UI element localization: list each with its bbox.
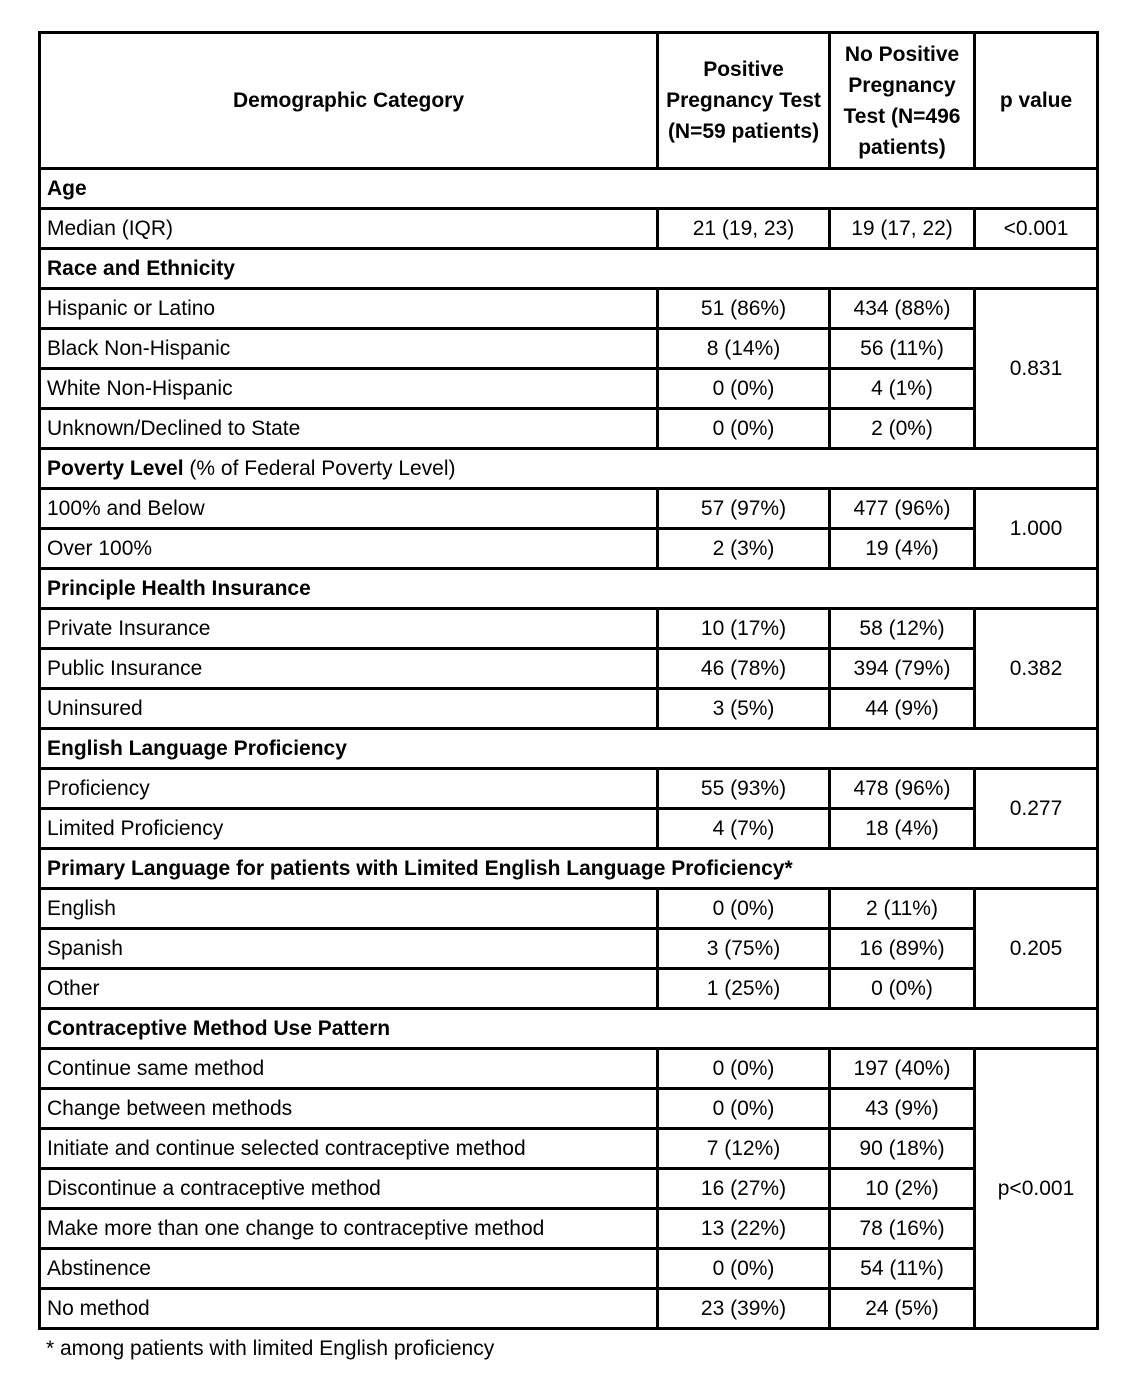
row-label: Other [40,969,658,1009]
negative-value: 24 (5%) [830,1289,975,1329]
positive-value: 0 (0%) [658,1089,830,1129]
table-row [40,329,1098,369]
section-header-row [40,249,1098,289]
positive-value: 13 (22%) [658,1209,830,1249]
negative-value: 10 (2%) [830,1169,975,1209]
positive-value: 10 (17%) [658,609,830,649]
section-title [40,849,1098,889]
positive-value: 8 (14%) [658,329,830,369]
negative-value: 0 (0%) [830,969,975,1009]
positive-value: 57 (97%) [658,489,830,529]
section-title [40,449,1098,489]
positive-value: 16 (27%) [658,1169,830,1209]
positive-value: 23 (39%) [658,1289,830,1329]
negative-value: 19 (4%) [830,529,975,569]
table-body [40,169,1098,1329]
positive-value: 21 (19, 23) [658,209,830,249]
table-row [40,209,1098,249]
positive-value: 7 (12%) [658,1129,830,1169]
header-positive: Positive Pregnancy Test (N=59 patients) [658,33,830,169]
table-row [40,1289,1098,1329]
p-value: <0.001 [975,209,1098,249]
section-header-row [40,449,1098,489]
table-row [40,609,1098,649]
header-negative: No Positive Pregnancy Test (N=496 patients) [830,33,975,169]
negative-value: 56 (11%) [830,329,975,369]
row-label: Abstinence [40,1249,658,1289]
table-row [40,1049,1098,1089]
p-value: 0.277 [975,769,1098,849]
positive-value: 0 (0%) [658,1249,830,1289]
p-value: p<0.001 [975,1049,1098,1329]
negative-value: 394 (79%) [830,649,975,689]
table-row [40,369,1098,409]
row-label: Limited Proficiency [40,809,658,849]
table-row [40,1209,1098,1249]
row-label: Make more than one change to contraceptive method [40,1209,658,1249]
row-label: Median (IQR) [40,209,658,249]
negative-value: 58 (12%) [830,609,975,649]
row-label: Black Non-Hispanic [40,329,658,369]
row-label: White Non-Hispanic [40,369,658,409]
negative-value: 90 (18%) [830,1129,975,1169]
table-row [40,769,1098,809]
table-row [40,809,1098,849]
table-row [40,289,1098,329]
negative-value: 18 (4%) [830,809,975,849]
table-row [40,889,1098,929]
positive-value: 3 (75%) [658,929,830,969]
row-label: Change between methods [40,1089,658,1129]
row-label: 100% and Below [40,489,658,529]
table-row [40,649,1098,689]
negative-value: 197 (40%) [830,1049,975,1089]
row-label: English [40,889,658,929]
header-row [40,33,1098,169]
positive-value: 51 (86%) [658,289,830,329]
row-label: Initiate and continue selected contraceptive method [40,1129,658,1169]
row-label: Over 100% [40,529,658,569]
negative-value: 478 (96%) [830,769,975,809]
negative-value: 78 (16%) [830,1209,975,1249]
section-header-row [40,169,1098,209]
negative-value: 44 (9%) [830,689,975,729]
table-row [40,1169,1098,1209]
positive-value: 46 (78%) [658,649,830,689]
negative-value: 43 (9%) [830,1089,975,1129]
table-row [40,969,1098,1009]
section-title-text: English Language Proficiency [47,736,347,760]
section-title [40,1009,1098,1049]
negative-value: 16 (89%) [830,929,975,969]
p-value: 0.205 [975,889,1098,1009]
section-title [40,169,1098,209]
section-title-text: Principle Health Insurance [47,576,311,600]
table-row [40,409,1098,449]
positive-value: 4 (7%) [658,809,830,849]
table-row [40,1129,1098,1169]
section-title [40,569,1098,609]
p-value: 1.000 [975,489,1098,569]
positive-value: 0 (0%) [658,409,830,449]
row-label: Hispanic or Latino [40,289,658,329]
section-title-note: (% of Federal Poverty Level) [183,456,456,480]
positive-value: 2 (3%) [658,529,830,569]
positive-value: 3 (5%) [658,689,830,729]
section-title-text: Race and Ethnicity [47,256,235,280]
table-row [40,529,1098,569]
section-header-row [40,569,1098,609]
header-pvalue: p value [975,33,1098,169]
section-header-row [40,849,1098,889]
row-label: Spanish [40,929,658,969]
header-category: Demographic Category [40,33,658,169]
negative-value: 54 (11%) [830,1249,975,1289]
row-label: Private Insurance [40,609,658,649]
p-value: 0.831 [975,289,1098,449]
row-label: Uninsured [40,689,658,729]
table-row [40,929,1098,969]
section-title-text: Contraceptive Method Use Pattern [47,1016,391,1040]
table-row [40,1249,1098,1289]
p-value: 0.382 [975,609,1098,729]
positive-value: 0 (0%) [658,1049,830,1089]
row-label: Discontinue a contraceptive method [40,1169,658,1209]
footnote: * among patients with limited English proficiency [46,1337,495,1360]
row-label: Continue same method [40,1049,658,1089]
section-title [40,729,1098,769]
positive-value: 0 (0%) [658,889,830,929]
section-header-row [40,729,1098,769]
positive-value: 55 (93%) [658,769,830,809]
table-row [40,489,1098,529]
negative-value: 2 (0%) [830,409,975,449]
row-label: Public Insurance [40,649,658,689]
negative-value: 2 (11%) [830,889,975,929]
section-header-row [40,1009,1098,1049]
section-title-text: Poverty Level [47,456,184,480]
row-label: Unknown/Declined to State [40,409,658,449]
negative-value: 19 (17, 22) [830,209,975,249]
negative-value: 434 (88%) [830,289,975,329]
demographics-table [38,31,1099,1330]
positive-value: 0 (0%) [658,369,830,409]
negative-value: 477 (96%) [830,489,975,529]
row-label: No method [40,1289,658,1329]
section-title-text: Primary Language for patients with Limited English Language Proficiency* [47,856,793,880]
row-label: Proficiency [40,769,658,809]
negative-value: 4 (1%) [830,369,975,409]
table-row [40,1089,1098,1129]
section-title-text: Age [47,176,87,200]
table-row [40,689,1098,729]
section-title [40,249,1098,289]
positive-value: 1 (25%) [658,969,830,1009]
